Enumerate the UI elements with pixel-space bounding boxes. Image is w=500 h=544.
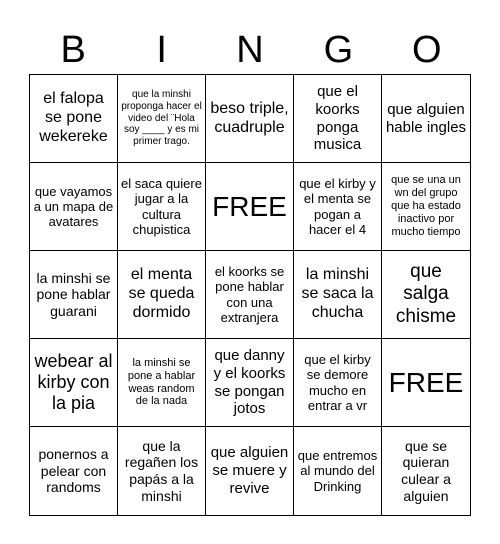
bingo-cell[interactable]: el menta se queda dormido [118,251,206,339]
free-space[interactable]: FREE [382,339,470,427]
header-letter-g: G [323,29,354,71]
header-letter-n: N [236,29,264,71]
bingo-cell[interactable]: la minshi se saca la chucha [294,251,382,339]
free-space[interactable]: FREE [206,163,294,251]
bingo-cell[interactable]: que el koorks ponga musica [294,75,382,163]
bingo-cell[interactable]: que el kirby y el menta se pogan a hacer el 4 [294,163,382,251]
bingo-cell[interactable]: que danny y el koorks se pongan jotos [206,339,294,427]
bingo-cell[interactable]: ponernos a pelear con randoms [30,427,118,515]
bingo-cell[interactable]: el saca quiere jugar a la cultura chupistica [118,163,206,251]
bingo-cell[interactable]: webear al kirby con la pia [30,339,118,427]
bingo-cell[interactable]: que vayamos a un mapa de avatares [30,163,118,251]
bingo-cell[interactable]: la minshi se pone hablar guarani [30,251,118,339]
bingo-cell[interactable]: que alguien hable ingles [382,75,470,163]
bingo-grid [29,74,471,516]
bingo-cell[interactable]: el falopa se pone wekereke [30,75,118,163]
bingo-header [29,26,471,74]
header-letter-i: I [156,29,167,71]
bingo-cell[interactable]: que alguien se muere y revive [206,427,294,515]
bingo-cell[interactable]: que la minshi proponga hacer el video del ¨Hola soy ____ y es mi primer trago. [118,75,206,163]
header-letter-o: O [412,29,442,71]
bingo-cell[interactable]: que el kirby se demore mucho en entrar a vr [294,339,382,427]
bingo-cell[interactable]: que salga chisme [382,251,470,339]
bingo-cell[interactable]: que la regañen los papás a la minshi [118,427,206,515]
bingo-cell[interactable]: que se quieran culear a alguien [401,437,451,504]
bingo-cell[interactable]: el koorks se pone hablar con una extranjera [206,251,294,339]
bingo-cell[interactable]: la minshi se pone a hablar weas random de la nada [118,339,206,427]
bingo-cell[interactable]: beso triple, cuadruple [206,75,294,163]
bingo-cell[interactable]: que entremos al mundo del Drinking [294,427,382,515]
header-letter-b: B [60,29,86,71]
bingo-cell[interactable]: que se una un wn del grupo que ha estado inactivo por mucho tiempo [382,163,470,251]
